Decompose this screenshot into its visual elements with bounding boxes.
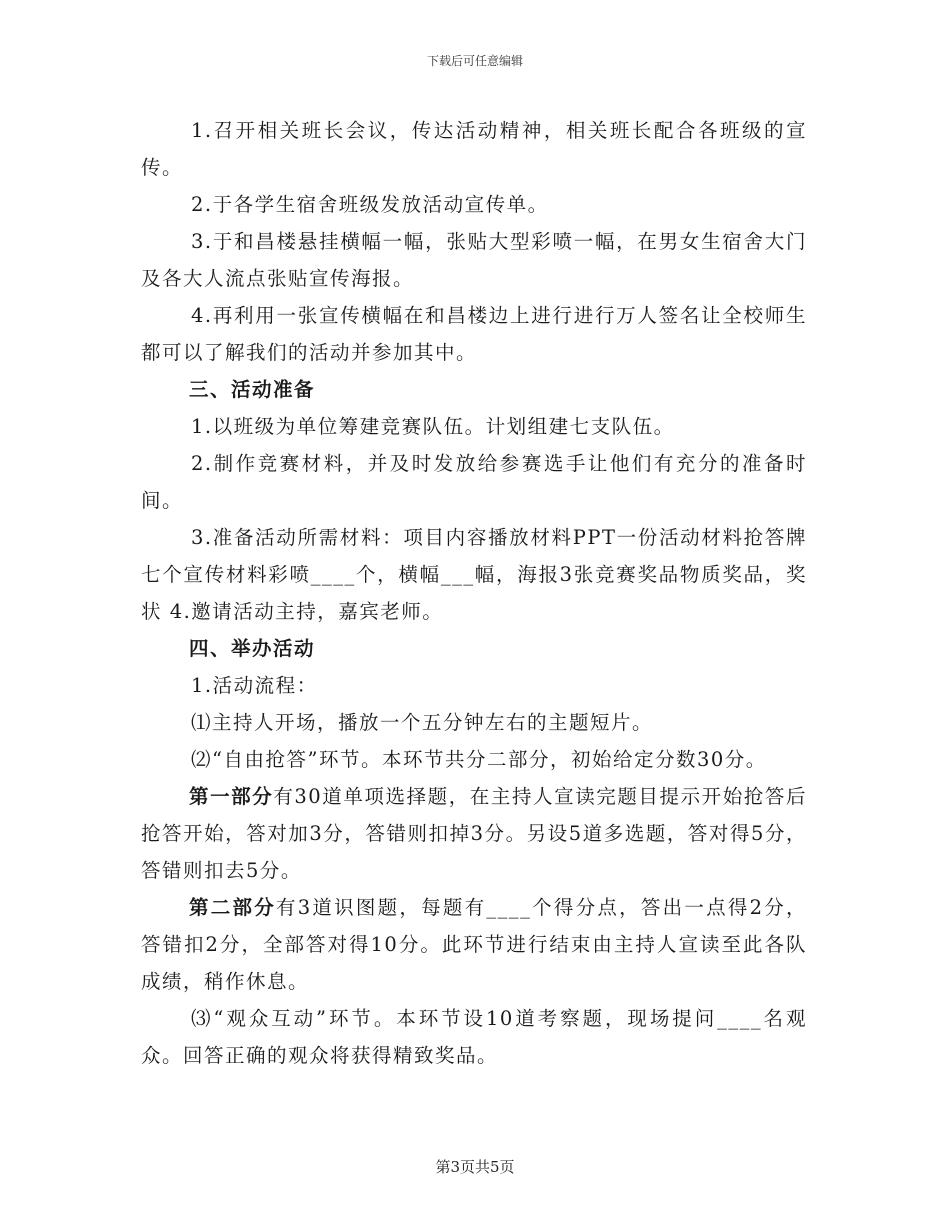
- section-heading-4: 四、举办活动: [189, 637, 316, 660]
- part-one-lead: 第一部分: [189, 785, 274, 808]
- page-header: 下载后可任意编辑: [426, 54, 523, 68]
- section-heading-3: 三、活动准备: [189, 378, 316, 401]
- paragraph-9: ⑴主持人开场，播放一个五分钟左右的主题短片。: [191, 711, 654, 734]
- paragraph-13: ⑶“观众互动”环节。本环节设10道考察题，现场提问____名观众。回答正确的观众将获得精致奖品。: [141, 1007, 807, 1067]
- part-two-lead: 第二部分: [189, 896, 276, 919]
- paragraph-10: ⑵“自由抢答”环节。本环节共分二部分，初始给定分数30分。: [191, 748, 767, 771]
- paragraph-4: 4.再利用一张宣传横幅在和昌楼边上进行进行万人签名让全校师生都可以了解我们的活动并参加其中。: [141, 304, 807, 364]
- paragraph-5: 1.以班级为单位筹建竞赛队伍。计划组建七支队伍。: [191, 415, 675, 438]
- document-body: [141, 112, 807, 1074]
- part-one-text: 有30道单项选择题，在主持人宣读完题目提示开始抢答后抢答开始，答对加3分，答错则扣掉3分。另设5道多选题，答对得5分，答错则扣去5分。: [141, 785, 807, 882]
- paragraph-1: 1.召开相关班长会议，传达活动精神，相关班长配合各班级的宣传。: [141, 119, 807, 179]
- paragraph-11: [141, 778, 807, 889]
- paragraph-6: 2.制作竞赛材料，并及时发放给参赛选手让他们有充分的准备时间。: [141, 452, 807, 512]
- paragraph-7: 3.准备活动所需材料：项目内容播放材料PPT一份活动材料抢答牌七个宣传材料彩喷____个，横幅___幅，海报3张竞赛奖品物质奖品，奖状 4.邀请活动主持，嘉宾老师。: [141, 526, 807, 623]
- paragraph-12: [141, 889, 807, 1000]
- paragraph-8: 1.活动流程：: [191, 674, 318, 697]
- paragraph-3: 3.于和昌楼悬挂横幅一幅，张贴大型彩喷一幅，在男女生宿舍大门及各大人流点张贴宣传海报。: [141, 230, 807, 290]
- page-footer: 第3页共5页: [435, 1158, 515, 1176]
- paragraph-2: 2.于各学生宿舍班级发放活动宣传单。: [191, 193, 549, 216]
- part-two-text: 有3道识图题，每题有____个得分点，答出一点得2分，答错扣2分，全部答对得10分。此环节进行结束由主持人宣读至此各队成绩，稍作休息。: [141, 896, 807, 993]
